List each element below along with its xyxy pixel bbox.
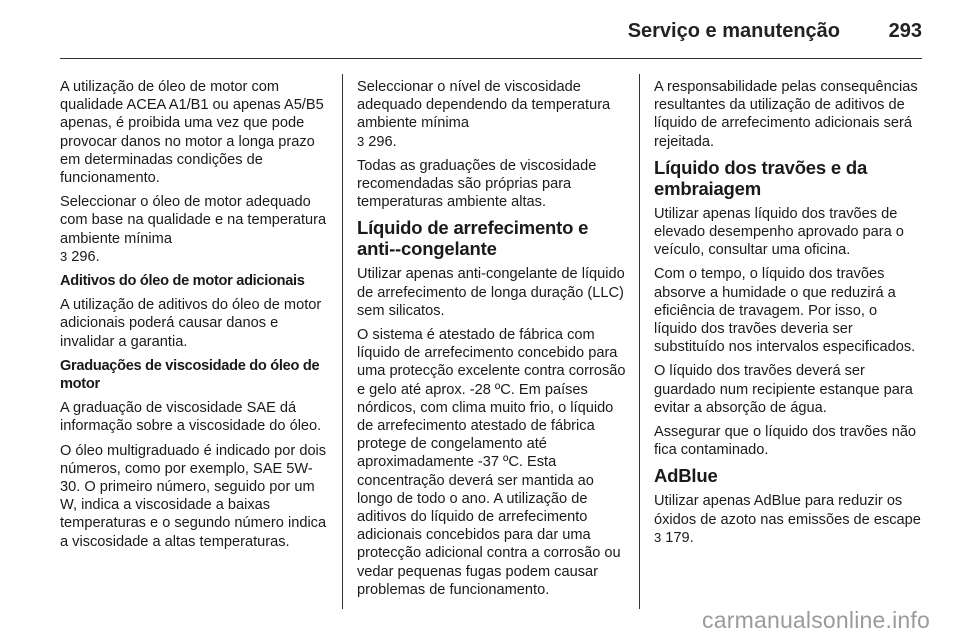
page-header (0, 0, 960, 60)
subheading-additives: Aditivos do óleo de motor adicionais (60, 273, 305, 290)
paragraph: A responsabilidade pelas consequências resultantes da utilização de aditivos de líquido de arrefecimento adicionais será rejeitada. (654, 79, 918, 150)
paragraph: Seleccionar o óleo de motor adequado com base na qualidade e na temperatura ambiente mínima 3 296. (60, 194, 327, 265)
paragraph: O sistema é atestado de fábrica com líquido de arrefecimento concebido para uma protecção excelente contra corrosão e gelo até aprox. -28 ºC. Em países nórdicos, com clima muito frio, o líquido de arrefecimento atestado de fábrica protege de congelamento até aproximadamente -37 ºC. Esta concentração deverá ser mantida ao longo de todo o ano. A utilização de aditivos do líquido de arrefecimento adicionais concebidos para dar uma protecção adicional contra a corrosão ou vedar pequenas fugas podem causar problemas de funcionamento. (357, 327, 626, 598)
paragraph: Seleccionar o nível de viscosidade adequado dependendo da temperatura ambiente mínima 3 296. (357, 79, 611, 150)
column-divider-2 (639, 74, 640, 609)
page-reference[interactable]: 179. (665, 529, 694, 546)
paragraph: Utilizar apenas AdBlue para reduzir os óxidos de azoto nas emissões de escape 3 179. (654, 493, 921, 546)
header-divider (60, 58, 922, 59)
paragraph: A graduação de viscosidade SAE dá informação sobre a viscosidade do óleo. (60, 400, 322, 435)
column-2 (357, 78, 627, 605)
paragraph: Todas as graduações de viscosidade recomendadas são próprias para temperaturas ambiente altas. (357, 157, 597, 211)
column-3 (654, 78, 924, 553)
page-reference-icon: 3 (357, 133, 365, 149)
page-reference-icon: 3 (60, 248, 68, 264)
subheading-viscosity: Graduações de viscosidade do óleo de motor (60, 357, 320, 393)
paragraph: Utilizar apenas líquido dos travões de elevado desempenho aprovado para o veículo, consultar uma oficina. (654, 205, 904, 259)
paragraph: O óleo multigraduado é indicado por dois números, como por exemplo, SAE 5W-30. O primeiro número, seguido por um W, indica a viscosidade a baixas temperaturas e o segundo número indica a viscosidade a altas temperaturas. (60, 442, 327, 550)
paragraph: Assegurar que o líquido dos travões não fica contaminado. (654, 424, 917, 459)
paragraph: Com o tempo, o líquido dos travões absorve a humidade o que reduzirá a eficiência de travagem. Por isso, o líquido dos travões deveria ser substituído nos intervalos especificados. (654, 266, 916, 356)
page-reference[interactable]: 296. (71, 248, 100, 265)
chapter-title: Serviço e manutenção (627, 20, 840, 42)
paragraph: O líquido dos travões deverá ser guardado num recipiente estanque para evitar a absorção de água. (654, 363, 913, 416)
page-reference[interactable]: 296. (368, 133, 397, 150)
page-reference-icon: 3 (654, 529, 662, 545)
watermark: carmanualsonline.info (702, 607, 930, 633)
section-heading-coolant: Líquido de arrefecimento e anti--congelante (357, 217, 589, 260)
section-heading-brake-fluid: Líquido dos travões e da embraiagem (654, 156, 868, 199)
paragraph: Utilizar apenas anti-congelante de líquido de arrefecimento de longa duração (LLC) sem silicatos. (357, 266, 625, 319)
page-number: 293 (888, 20, 922, 42)
paragraph: A utilização de óleo de motor com qualidade ACEA A1/B1 ou apenas A5/B5 apenas, é proibida uma vez que pode provocar danos no motor a longa prazo em determinadas condições de funcionamento. (60, 79, 324, 187)
column-divider-1 (342, 74, 343, 609)
section-heading-adblue: AdBlue (654, 465, 718, 487)
paragraph: A utilização de aditivos do óleo de motor adicionais poderá causar danos e invalidar a garantia. (60, 297, 322, 350)
column-1 (60, 78, 330, 557)
